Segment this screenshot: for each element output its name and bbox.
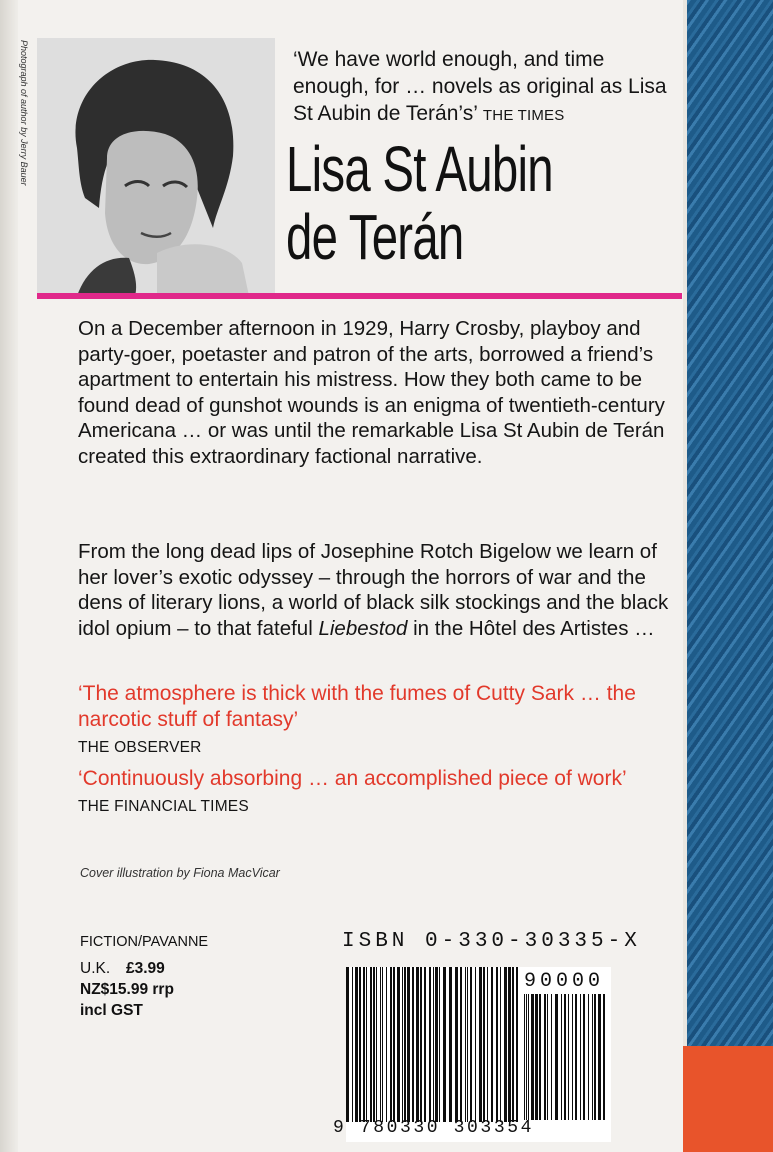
blurb-paragraph-2-end: in the Hôtel des Artistes … <box>407 616 655 640</box>
author-photo <box>37 38 275 296</box>
author-name-line2: de Terán <box>286 201 464 273</box>
review-observer <box>78 681 673 757</box>
accent-rule <box>37 293 682 299</box>
spine-red-block <box>683 1046 773 1152</box>
price-uk <box>80 958 174 979</box>
blurb-paragraph-1: On a December afternoon in 1929, Harry Crosby, playboy and party-goer, poetaster and patron of the arts, borrowed a friend’s apartment to entertain his mistress. How they both came to be found dead of gunshot wounds is an enigma of twentieth-century Americana … or was until the remarkable Lisa St Aubin de Terán created this extraordinary factional narrative. <box>78 317 665 468</box>
author-name <box>286 135 578 271</box>
barcode-ean-bars <box>346 967 522 1122</box>
barcode <box>346 967 611 1142</box>
blurb-paragraph-2-start: From the long dead lips of Josephine Rotch Bigelow we learn of her lover’s exotic odyssey – through the horrors of war and the dens of literary lions, a world of black silk stockings and the black idol opium – to that fateful <box>78 540 669 640</box>
price-uk-label: U.K. <box>80 960 111 977</box>
price-block <box>80 958 174 1021</box>
blurb-paragraph-2 <box>78 539 673 641</box>
photo-credit: Photograph of author by Jerry Bauer <box>19 40 29 186</box>
top-quote-source: THE TIMES <box>482 107 565 124</box>
review-quote: ‘The atmosphere is thick with the fumes of Cutty Sark … the narcotic stuff of fantasy’ <box>78 682 636 731</box>
barcode-addon-digits: 90000 <box>524 970 605 993</box>
price-gst: incl GST <box>80 1002 143 1019</box>
review-quote: ‘Continuously absorbing … an accomplished piece of work’ <box>78 767 627 790</box>
blurb-liebestod: Liebestod <box>318 616 408 640</box>
barcode-addon-bars <box>524 994 608 1120</box>
category-label: FICTION/PAVANNE <box>80 934 209 950</box>
spine-pattern <box>683 0 773 1152</box>
cover-edge <box>0 0 18 1152</box>
isbn-text: ISBN 0-330-30335-X <box>342 930 641 953</box>
barcode-ean-digits: 9 780330 303354 <box>333 1118 535 1138</box>
barcode-gap <box>518 967 521 1122</box>
price-uk-value: £3.99 <box>126 960 165 977</box>
review-financial-times <box>78 766 673 816</box>
top-quote-text: ‘We have world enough, and time enough, for … novels as original as Lisa St Aubin de Terán’s’ <box>293 48 667 125</box>
review-source: THE FINANCIAL TIMES <box>78 798 249 815</box>
top-quote <box>293 46 678 129</box>
spine-divider <box>683 0 687 1152</box>
barcode-gap <box>605 994 608 1120</box>
cover-illustration-credit: Cover illustration by Fiona MacVicar <box>80 866 280 880</box>
author-name-line1: Lisa St Aubin <box>286 133 553 205</box>
price-nz: NZ$15.99 rrp <box>80 981 174 998</box>
review-source: THE OBSERVER <box>78 739 202 756</box>
author-portrait-image <box>37 38 275 296</box>
